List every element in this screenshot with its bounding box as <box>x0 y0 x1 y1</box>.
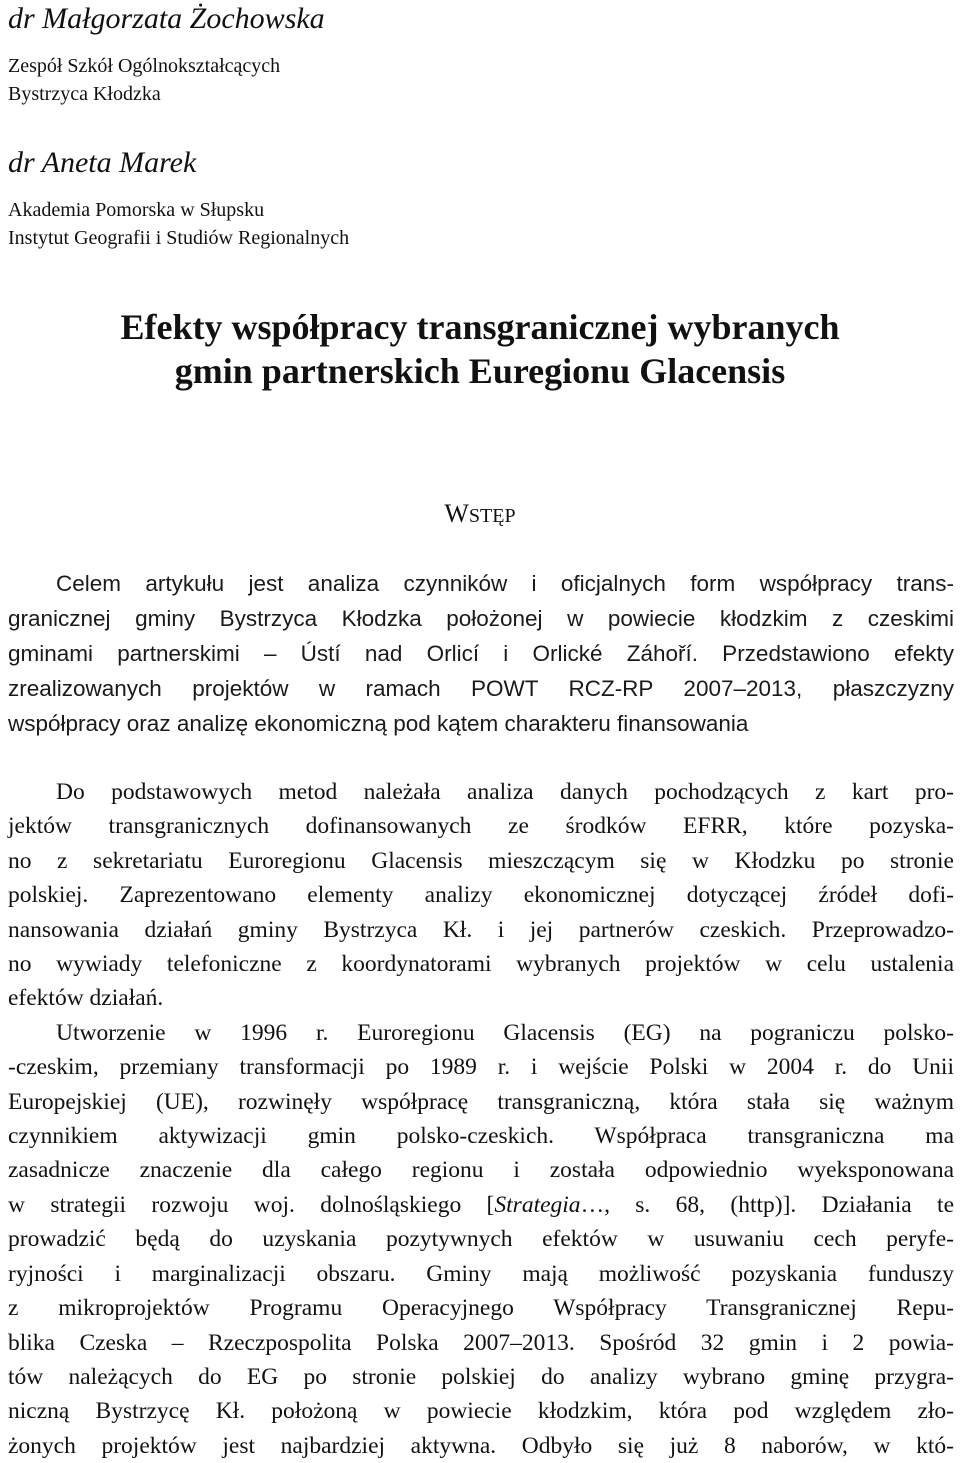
section-heading-initial: W <box>444 499 469 528</box>
affiliation-line: Bystrzyca Kłodzka <box>8 83 161 105</box>
body-line: z mikroprojektów Programu Operacyjnego Współpracy Transgranicznej Repu- <box>8 1295 954 1322</box>
body-line <box>8 1188 954 1222</box>
body-line: efektów działań. <box>8 985 164 1012</box>
author-affiliation-2 <box>8 196 349 252</box>
body-line: Europejskiej (UE), rozwinęły współpracę transgraniczną, która stała się ważnym <box>8 1088 954 1115</box>
author-name-1: dr Małgorzata Żochowska <box>8 2 325 35</box>
body-line: blika Czeska – Rzeczpospolita Polska 2007–2013. Spośród 32 gmin i 2 powia- <box>8 1329 954 1356</box>
citation-title: Strategia <box>494 1191 581 1218</box>
abstract-line: zrealizowanych projektów w ramach POWT RCZ-RP 2007–2013, płaszczyzny <box>8 676 954 701</box>
body-line: nansowania działań gminy Bystrzyca Kł. i jej partnerów czeskich. Przeprowadzo- <box>8 916 954 943</box>
author-name-2: dr Aneta Marek <box>8 146 197 179</box>
section-heading <box>0 498 960 532</box>
title-line: gmin partnerskich Euregionu Glacensis <box>174 351 786 391</box>
body-line: Utworzenie w 1996 r. Euroregionu Glacensis (EG) na pograniczu polsko- <box>56 1019 954 1046</box>
body-line: żonych projektów jest najbardziej aktywna. Odbyło się już 8 naborów, w któ- <box>8 1432 954 1459</box>
body-line: no z sekretariatu Euroregionu Glacensis mieszczącym się w Kłodzku po stronie <box>8 847 954 874</box>
body-line: no wywiady telefoniczne z koordynatorami wybranych projektów w celu ustalenia <box>8 951 954 978</box>
abstract-line: Celem artykułu jest analiza czynników i oficjalnych form współpracy trans- <box>56 571 954 596</box>
body-line-part: …, s. 68, (http)]. Działania te <box>580 1191 954 1218</box>
body-line: ryjności i marginalizacji obszaru. Gminy mają możliwość pozyskania funduszy <box>8 1260 954 1287</box>
abstract-line: współpracy oraz analizę ekonomiczną pod kątem charakteru finansowania <box>8 711 749 736</box>
body-line: prowadzić będą do uzyskania pozytywnych efektów w usuwaniu cech peryfe- <box>8 1226 954 1253</box>
abstract <box>8 566 954 741</box>
body-line-part: w strategii rozwoju woj. dolnośląskiego [ <box>8 1191 495 1218</box>
article-body <box>8 775 954 1463</box>
body-line: tów należących do EG po stronie polskiej do analizy wybrano gminę przygra- <box>8 1363 954 1390</box>
body-line: Do podstawowych metod należała analiza danych pochodzących z kart pro- <box>56 779 954 805</box>
author-affiliation-1 <box>8 52 280 108</box>
body-line: polskiej. Zaprezentowano elementy analizy ekonomicznej dotyczącej źródeł dofi- <box>8 882 954 909</box>
body-line: -czeskim, przemiany transformacji po 1989 r. i wejście Polski w 2004 r. do Unii <box>8 1054 954 1081</box>
body-line: niczną Bystrzycę Kł. położoną w powiecie kłodzkim, która pod względem zło- <box>8 1398 954 1425</box>
abstract-line: gminami partnerskimi – Ústí nad Orlicí i Orlické Záhoří. Przedstawiono efekty <box>8 641 954 666</box>
affiliation-line: Akademia Pomorska w Słupsku <box>8 199 265 221</box>
affiliation-line: Zespół Szkół Ogólnokształcących <box>8 55 281 77</box>
paper-title <box>0 305 960 393</box>
title-line: Efekty współpracy transgranicznej wybranych <box>120 307 840 347</box>
body-line: czynnikiem aktywizacji gmin polsko-czeskich. Współpraca transgraniczna ma <box>8 1123 954 1150</box>
affiliation-line: Instytut Geografii i Studiów Regionalnych <box>8 227 350 249</box>
abstract-line: granicznej gminy Bystrzyca Kłodzka położonej w powiecie kłodzkim z czeskimi <box>8 606 954 631</box>
body-line: jektów transgranicznych dofinansowanych ze środków EFRR, które pozyska- <box>8 813 954 840</box>
body-line: zasadnicze znaczenie dla całego regionu i została odpowiednio wyeksponowana <box>8 1157 954 1184</box>
section-heading-rest: STĘP <box>468 505 516 527</box>
